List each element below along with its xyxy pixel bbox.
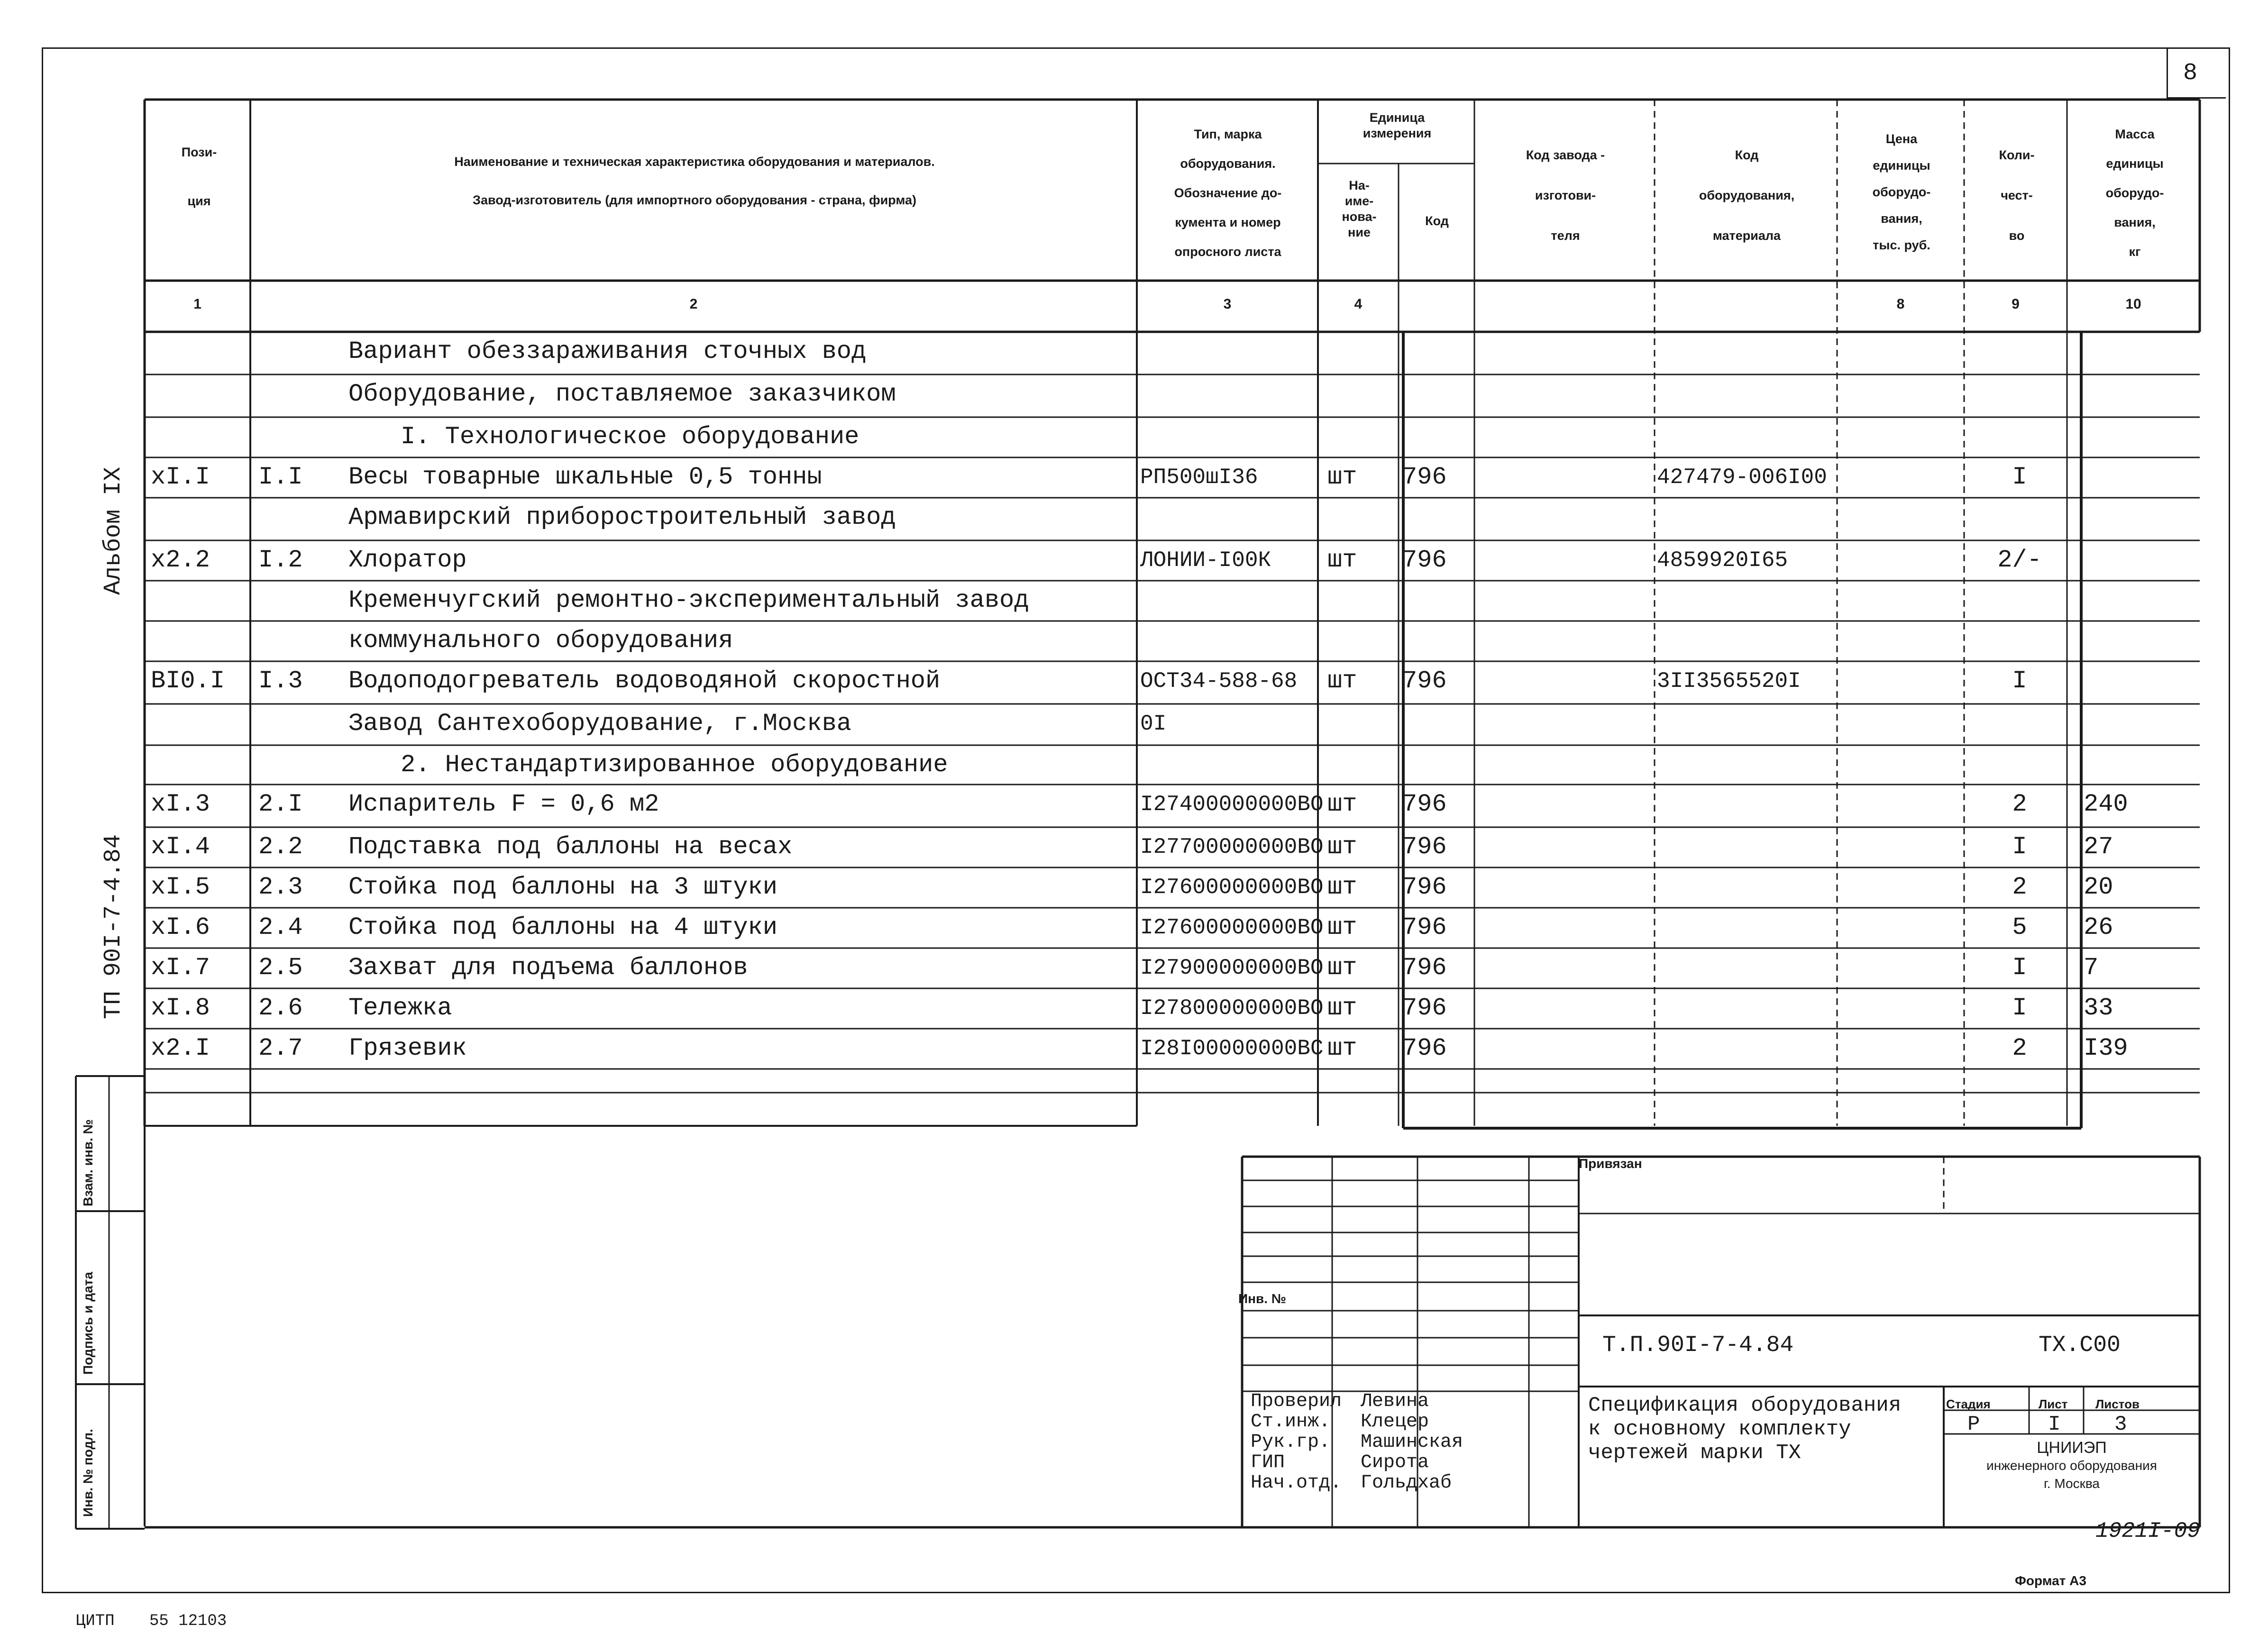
spec-title-l2: к основному комплекту [1588,1417,1851,1441]
header-unit-group-l2: измерения [1363,126,1432,140]
cell-name: Подставка под баллоны на весах [348,833,793,861]
header-col-factory-code-l2: изготови- [1535,188,1596,202]
spec-title-l1: Спецификация оборудования [1588,1394,1902,1417]
header-col-unit-name-l3: нова- [1342,210,1377,224]
header-col-type-l1: Тип, марка [1194,127,1262,141]
cell-name: Грязевик [348,1034,467,1062]
cito-number: 55 12103 [149,1612,227,1630]
header-col-factory-code-l1: Код завода - [1526,148,1605,162]
cell-subposition: 2.4 [258,913,303,941]
cell-type: ЛОНИИ-I00К [1140,548,1271,573]
cell-quantity: I [2012,463,2027,491]
cell-position: xI.8 [151,994,210,1022]
cell-name: Армавирский приборостроительный завод [348,503,896,531]
org-name-l2: инженерного оборудования [1986,1458,2157,1473]
signer-name: Машинская [1361,1432,1463,1453]
cell-type: ОСТ34-588-68 [1140,669,1298,694]
header-col-price-l5: тыс. руб. [1873,238,1930,252]
spec-title-l3: чертежей марки ТХ [1588,1441,1801,1465]
header-col-type-l4: кумента и номер [1175,215,1281,229]
header-col-unit-code: Код [1425,214,1449,228]
cell-quantity: 2 [2012,790,2027,818]
cell-name: Испаритель F = 0,6 м2 [348,790,659,818]
sheet-label: Лист [2039,1397,2068,1411]
cell-type: I27600000000ВО [1140,915,1324,940]
cell-name: Весы товарные шкальные 0,5 тонны [348,463,822,491]
cell-type: I28I00000000ВС [1140,1036,1324,1061]
cell-name: Оборудование, поставляемое заказчиком [348,380,896,408]
cell-subposition: 2.I [258,790,303,818]
cell-position: xI.7 [151,954,210,982]
cell-quantity: 5 [2012,913,2027,941]
cell-name: Стойка под баллоны на 3 штуки [348,873,777,901]
stamp-label-signature-date: Подпись и дата [81,1272,95,1375]
cell-unit: шт [1327,833,1357,861]
cell-unit-code: 796 [1402,463,1447,491]
header-col-quantity [1965,135,2068,256]
stamp-label-orig-inv: Инв. № подл. [81,1429,95,1517]
cell-subposition: I.2 [258,546,303,574]
header-col-material-code-l1: Код [1735,148,1759,162]
cell-type: I27900000000ВО [1140,956,1324,980]
cell-type: I27400000000ВО [1140,792,1324,817]
cell-position: xI.5 [151,873,210,901]
header-col-price-l4: вания, [1881,211,1922,226]
cell-type: РП500шI36 [1140,465,1258,490]
column-number: 2 [689,296,698,312]
cell-name: Завод Сантехоборудование, г.Москва [348,710,851,738]
header-col-material-code [1655,135,1838,256]
cell-subposition: 2.2 [258,833,303,861]
inv-no-label: Инв. № [1238,1291,1287,1306]
cell-unit-code: 796 [1402,913,1447,941]
signer-name: Гольдхаб [1361,1472,1452,1494]
column-number: 9 [2012,296,2020,312]
header-col-material-code-l3: материала [1712,228,1781,243]
cell-type: I27800000000ВО [1140,996,1324,1021]
cell-position: BI0.I [151,667,225,695]
header-col-quantity-l2: чест- [2001,188,2033,202]
cell-subposition: 2.6 [258,994,303,1022]
cell-mass: 33 [2084,994,2113,1022]
cell-quantity: I [2012,667,2027,695]
header-col-mass [2068,119,2201,266]
org-name-l3: г. Москва [2044,1476,2100,1491]
header-col-type-l3: Обозначение до- [1174,186,1282,200]
cell-unit: шт [1327,546,1357,574]
header-col-price-l1: Цена [1885,132,1918,146]
org-name-l1: ЦНИИЭП [2037,1439,2107,1457]
cell-unit-code: 796 [1402,790,1447,818]
cell-position: xI.I [151,463,210,491]
header-col-mass-l1: Масса [2115,127,2155,141]
header-col-type-l5: опросного листа [1174,245,1281,259]
cell-position: xI.6 [151,913,210,941]
header-col-type [1138,119,1318,266]
header-unit-group-l1: Единица [1369,110,1425,125]
column-number: 3 [1223,296,1232,312]
column-number: 4 [1354,296,1363,312]
cell-unit: шт [1327,873,1357,901]
cell-position: xI.4 [151,833,210,861]
cell-unit-code: 796 [1402,667,1447,695]
cell-material-code: 427479-006I00 [1657,465,1827,490]
cell-unit: шт [1327,790,1357,818]
cell-unit-code: 796 [1402,833,1447,861]
header-col-position [147,145,251,209]
column-number: 1 [193,296,201,312]
cell-material-code: 4859920I65 [1657,548,1788,573]
header-col-quantity-l1: Коли- [1999,148,2035,162]
cell-quantity: 2 [2012,1034,2027,1062]
org-name [1944,1439,2200,1493]
cell-name: коммунального оборудования [348,627,733,655]
cell-name: Кременчугский ремонтно-экспериментальный завод [348,586,1029,614]
cell-unit: шт [1327,463,1357,491]
cell-name: I. Технологическое оборудование [401,423,860,451]
header-col-unit-name-l2: име- [1344,194,1374,208]
cell-subposition: I.I [258,463,303,491]
cell-name: Тележка [348,994,452,1022]
cell-type: 0I [1140,712,1167,736]
stage-value: Р [1967,1413,1980,1436]
header-col-factory-code [1475,135,1655,256]
privyazan-label: Привязан [1579,1156,1642,1171]
cell-unit-code: 796 [1402,546,1447,574]
header-col-type-l2: оборудования. [1180,156,1276,171]
cell-position: x2.I [151,1034,210,1062]
cell-unit: шт [1327,913,1357,941]
signer-role: ГИП [1251,1452,1285,1473]
handwritten-number: 1921I-09 [2095,1519,2200,1543]
cell-quantity: I [2012,994,2027,1022]
header-col-factory-code-l3: теля [1551,228,1580,243]
header-unit-group [1319,110,1475,141]
header-col-material-code-l2: оборудования, [1699,188,1795,202]
signer-role: Ст.инж. [1251,1411,1331,1433]
cell-quantity: I [2012,954,2027,982]
cell-name: 2. Нестандартизированное оборудование [401,751,948,779]
header-col-mass-l3: оборудо- [2105,186,2164,200]
signer-role: Нач.отд. [1251,1472,1342,1494]
header-col-price-l3: оборудо- [1872,185,1931,199]
format-label: Формат А3 [2015,1573,2086,1588]
header-col-quantity-l3: во [2009,228,2025,243]
cell-name: Вариант обеззараживания сточных вод [348,338,867,365]
cell-unit: шт [1327,667,1357,695]
cell-name: Стойка под баллоны на 4 штуки [348,913,777,941]
cell-mass: 20 [2084,873,2113,901]
cell-mass: 27 [2084,833,2113,861]
header-col-unit-name-l4: ние [1348,225,1371,239]
sheet-number-corner: 8 [2183,60,2198,87]
cell-unit-code: 796 [1402,1034,1447,1062]
cito-label: ЦИТП [76,1612,115,1630]
column-number: 10 [2125,296,2141,312]
cell-mass: 26 [2084,913,2113,941]
signer-name: Сирота [1361,1452,1429,1473]
cell-material-code: 3II3565520I [1657,669,1801,694]
album-label: Альбом IX [100,466,127,595]
cell-unit-code: 796 [1402,873,1447,901]
sheets-value: 3 [2114,1413,2127,1436]
signer-role: Рук.гр. [1251,1432,1331,1453]
header-col-unit-name-l1: На- [1349,178,1370,192]
stage-label: Стадия [1946,1397,1991,1411]
stamp-label-replace-inv: Взам. инв. № [81,1119,95,1206]
cell-type: I27600000000ВО [1140,875,1324,900]
sheets-label: Листов [2095,1397,2140,1411]
sheet-value: I [2048,1413,2061,1436]
cell-quantity: 2/- [1997,546,2042,574]
cell-name: Хлоратор [348,546,467,574]
header-col-price [1838,126,1965,258]
cell-subposition: 2.3 [258,873,303,901]
cell-unit: шт [1327,1034,1357,1062]
signer-role: Проверил [1251,1391,1342,1412]
header-col-name [251,154,1138,208]
header-col-name-l1: Наименование и техническая характеристика оборудования и материалов. [454,155,935,169]
signer-name: Левина [1361,1391,1429,1412]
cell-mass: 7 [2084,954,2099,982]
header-col-position-l2: ция [187,194,211,208]
cell-mass: I39 [2084,1034,2128,1062]
doc-mark: ТХ.С00 [2039,1333,2121,1358]
cell-type: I27700000000ВО [1140,835,1324,859]
cell-quantity: I [2012,833,2027,861]
signer-name: Клецер [1361,1411,1429,1433]
header-col-price-l2: единицы [1873,158,1930,173]
cell-unit: шт [1327,994,1357,1022]
header-col-unit-name [1319,178,1399,240]
cell-subposition: 2.5 [258,954,303,982]
header-col-mass-l4: вания, [2114,215,2156,229]
header-col-name-l2: Завод-изготовитель (для импортного оборудования - страна, фирма) [473,193,916,207]
cell-name: Водоподогреватель водоводяной скоростной [348,667,941,695]
cell-unit-code: 796 [1402,994,1447,1022]
cell-quantity: 2 [2012,873,2027,901]
column-number: 8 [1896,296,1905,312]
header-col-mass-l2: единицы [2106,156,2164,171]
cell-position: x2.2 [151,546,210,574]
cell-name: Захват для подъема баллонов [348,954,748,982]
cell-mass: 240 [2084,790,2128,818]
header-col-position-l1: Пози- [181,145,217,159]
cell-unit-code: 796 [1402,954,1447,982]
project-code-vertical: ТП 90I-7-4.84 [100,834,127,1019]
doc-code: Т.П.90I-7-4.84 [1602,1333,1794,1358]
cell-subposition: I.3 [258,667,303,695]
cell-position: xI.3 [151,790,210,818]
header-col-mass-l5: кг [2129,245,2141,259]
cell-subposition: 2.7 [258,1034,303,1062]
cell-unit: шт [1327,954,1357,982]
